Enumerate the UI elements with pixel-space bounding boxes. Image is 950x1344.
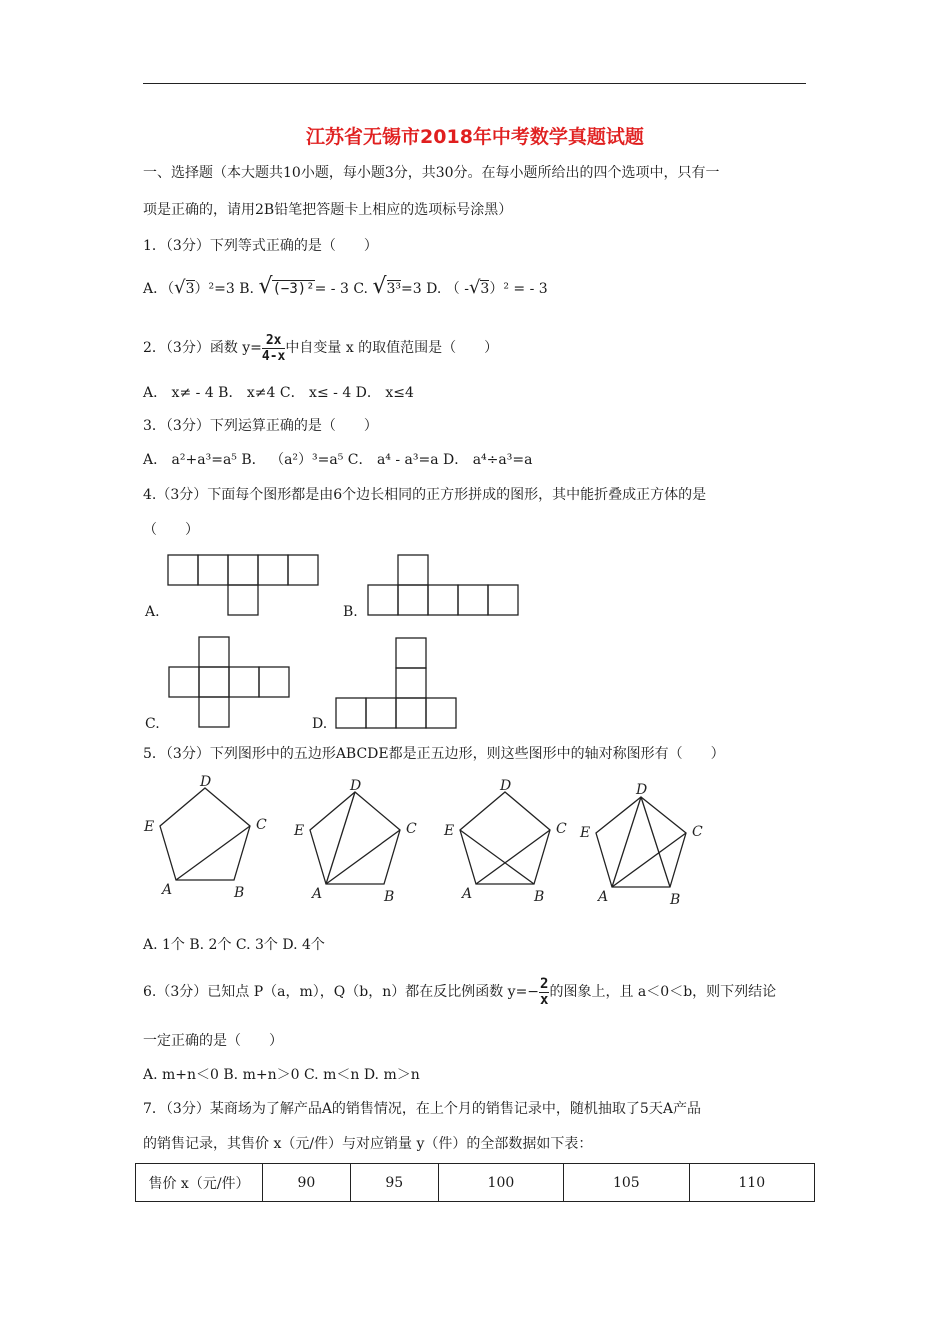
- p1-label-a: A: [162, 882, 173, 898]
- p2-label-a: A: [312, 886, 323, 902]
- q1-b-radicand: (−3)²: [272, 281, 315, 297]
- q1-a-radicand: 3: [185, 281, 195, 297]
- section-instructions-line2: 项是正确的，请用2B铅笔把答题卡上相应的选项标号涂黑）: [143, 202, 513, 218]
- q2-numerator: 2x: [262, 333, 285, 349]
- q2-options: A． x≠ - 4 B． x≠4 C． x≤ - 4 D． x≤4: [143, 385, 414, 401]
- q4-option-c-label: C.: [145, 716, 160, 732]
- q7-line2: 的销售记录，其售价 x（元/件）与对应销量 y（件）的全部数据如下表：: [143, 1136, 593, 1152]
- net-d-figure: [336, 638, 456, 728]
- q1-b-sqrt-icon: √: [258, 274, 273, 299]
- table-row: [136, 1164, 815, 1202]
- p2-label-d: D: [350, 778, 362, 794]
- pentagon-3: [460, 792, 550, 884]
- table-cell: 100: [438, 1164, 563, 1202]
- q1-d-sqrt-icon: √: [468, 277, 481, 298]
- p1-label-c: C: [256, 817, 267, 833]
- q6-fraction: [539, 977, 549, 1008]
- table-cell: 105: [564, 1164, 689, 1202]
- p3-label-c: C: [556, 821, 567, 837]
- q2-denominator: 4-x: [261, 348, 286, 364]
- q1-a-suffix: ）²=3 B.: [194, 281, 254, 297]
- q1-d-suffix: ）² = - 3: [489, 281, 548, 297]
- section-instructions-line1: 一、选择题（本大题共10小题，每小题3分，共30分。在每小题所给出的四个选项中，只有一: [143, 165, 720, 181]
- q6-options: A. m+n＜0 B. m+n＞0 C. m＜n D. m＞n: [143, 1067, 420, 1083]
- q3-options: A． a²+a³=a⁵ B． （a²）³=a⁵ C． a⁴ - a³=a D． a⁴÷a³=a: [143, 452, 533, 468]
- p2-label-c: C: [406, 821, 417, 837]
- table-cell: 95: [350, 1164, 438, 1202]
- q4-option-a-label: A.: [145, 604, 160, 620]
- q4-option-b-label: B.: [343, 604, 358, 620]
- p4-label-e: E: [580, 825, 591, 841]
- q7-line1: 7．（3分）某商场为了解产品A的销售情况，在上个月的销售记录中，随机抽取了5天A产品: [143, 1101, 701, 1117]
- q6-suffix: 的图象上，且 a＜0＜b，则下列结论: [549, 984, 777, 1000]
- q7-price-table: [135, 1163, 815, 1202]
- net-c-figure: [169, 637, 289, 727]
- pentagon-1: [160, 788, 250, 880]
- q1-c-suffix: =3 D. （ -: [401, 281, 469, 297]
- q3-stem: 3．（3分）下列运算正确的是（ ）: [143, 418, 378, 434]
- net-a-figure: [168, 555, 318, 615]
- p3-label-a: A: [462, 886, 473, 902]
- p4-label-d: D: [636, 782, 648, 798]
- pentagon-labels: [143, 774, 703, 908]
- q1-b-suffix: = - 3 C.: [314, 281, 369, 297]
- q4-stem-blank: （ ）: [143, 522, 199, 538]
- q6-stem-line2: 一定正确的是（ ）: [143, 1033, 283, 1049]
- p1-label-d: D: [200, 774, 212, 790]
- q1-a-prefix: A．（: [143, 281, 175, 297]
- table-cell: 110: [689, 1164, 814, 1202]
- q1-c-sqrt-icon: √: [372, 274, 387, 299]
- p4-label-b: B: [670, 892, 681, 908]
- page-title: 江苏省无锡市2018年中考数学真题试题: [306, 126, 644, 148]
- p1-label-b: B: [234, 885, 245, 901]
- q5-options: A. 1个 B. 2个 C. 3个 D. 4个: [143, 937, 325, 953]
- net-b-figure: [368, 555, 518, 615]
- q5-stem: 5．（3分）下列图形中的五边形ABCDE都是正五边形，则这些图形中的轴对称图形有（ ）: [143, 746, 725, 762]
- p3-label-d: D: [500, 778, 512, 794]
- table-header-cell: 售价 x（元/件）: [136, 1164, 263, 1202]
- q1-d-radicand: 3: [480, 281, 490, 297]
- p1-label-e: E: [144, 819, 155, 835]
- q6-stem: [143, 974, 776, 1010]
- p4-label-a: A: [598, 889, 609, 905]
- p3-label-b: B: [534, 889, 545, 905]
- p2-label-e: E: [294, 823, 305, 839]
- p3-label-e: E: [444, 823, 455, 839]
- q1-a-sqrt-icon: √: [174, 277, 186, 298]
- pentagon-2: [310, 792, 400, 884]
- q4-option-d-label: D.: [312, 716, 328, 732]
- q4-stem: 4.（3分）下面每个图形都是由6个边长相同的正方形拼成的图形，其中能折叠成正方体的是: [143, 487, 707, 503]
- q1-stem: 1．（3分）下列等式正确的是（ ）: [143, 238, 378, 254]
- q1-c-radicand: 3³: [386, 281, 402, 297]
- q6-prefix: 6.（3分）已知点 P（a，m），Q（b，n）都在反比例函数 y=−: [143, 984, 540, 1000]
- table-cell: 90: [263, 1164, 351, 1202]
- q6-denominator: x: [540, 991, 549, 1008]
- q2-prefix: 2．（3分）函数 y=: [143, 340, 262, 356]
- q6-numerator: 2: [540, 975, 549, 992]
- pentagon-4: [596, 797, 686, 887]
- q2-suffix: 中自变量 x 的取值范围是（ ）: [285, 340, 499, 356]
- p2-label-b: B: [384, 889, 395, 905]
- p4-label-c: C: [692, 824, 703, 840]
